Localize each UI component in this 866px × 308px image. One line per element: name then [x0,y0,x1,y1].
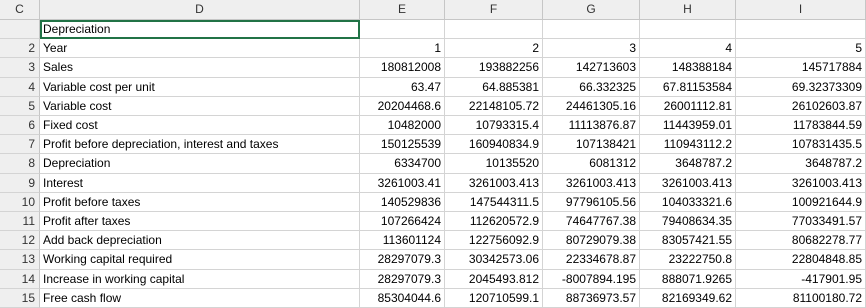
value-cell[interactable]: 6334700 [360,154,445,173]
value-cell[interactable]: 80682278.77 [736,231,866,250]
row-label[interactable]: Working capital required [40,250,360,269]
value-cell[interactable]: 888071.9265 [640,270,736,289]
row-label[interactable]: Sales [40,58,360,77]
value-cell[interactable]: 82169349.62 [640,289,736,308]
row-number[interactable]: 14 [0,270,40,289]
value-cell[interactable]: 122756092.9 [445,231,543,250]
row-label[interactable]: Profit before depreciation, interest and taxes [40,135,360,154]
value-cell[interactable]: 69.32373309 [736,78,866,97]
value-cell[interactable]: 28297079.3 [360,270,445,289]
value-cell[interactable]: 3648787.2 [736,154,866,173]
row-label[interactable]: Interest [40,174,360,193]
value-cell[interactable]: 107831435.5 [736,135,866,154]
row-label[interactable]: Variable cost [40,97,360,116]
value-cell[interactable]: 64.885381 [445,78,543,97]
value-cell[interactable]: 23222750.8 [640,250,736,269]
row-number[interactable]: 6 [0,116,40,135]
value-cell[interactable]: -417901.95 [736,270,866,289]
row-number[interactable] [0,20,40,39]
empty-cell[interactable] [360,20,445,39]
row-number[interactable]: 4 [0,78,40,97]
value-cell[interactable]: 11783844.59 [736,116,866,135]
value-cell[interactable]: 148388184 [640,58,736,77]
value-cell[interactable]: 112620572.9 [445,212,543,231]
value-cell[interactable]: 3261003.413 [445,174,543,193]
value-cell[interactable]: 4 [640,39,736,58]
value-cell[interactable]: 104033321.6 [640,193,736,212]
column-header-f[interactable]: F [445,0,543,20]
value-cell[interactable]: 10482000 [360,116,445,135]
value-cell[interactable]: 24461305.16 [543,97,640,116]
empty-cell[interactable] [543,20,640,39]
row-number[interactable]: 3 [0,58,40,77]
value-cell[interactable]: 113601124 [360,231,445,250]
value-cell[interactable]: 142713603 [543,58,640,77]
value-cell[interactable]: 11113876.87 [543,116,640,135]
column-header-g[interactable]: G [543,0,640,20]
value-cell[interactable]: 140529836 [360,193,445,212]
value-cell[interactable]: 147544311.5 [445,193,543,212]
value-cell[interactable]: 79408634.35 [640,212,736,231]
value-cell[interactable]: 20204468.6 [360,97,445,116]
row-number[interactable]: 13 [0,250,40,269]
value-cell[interactable]: 1 [360,39,445,58]
value-cell[interactable]: 26102603.87 [736,97,866,116]
row-number[interactable]: 12 [0,231,40,250]
value-cell[interactable]: 11443959.01 [640,116,736,135]
row-label[interactable]: Increase in working capital [40,270,360,289]
row-label[interactable]: Depreciation [40,154,360,173]
value-cell[interactable]: 107266424 [360,212,445,231]
column-header-d[interactable]: D [40,0,360,20]
value-cell[interactable]: 77033491.57 [736,212,866,231]
value-cell[interactable]: 26001112.81 [640,97,736,116]
value-cell[interactable]: 28297079.3 [360,250,445,269]
value-cell[interactable]: 110943112.2 [640,135,736,154]
value-cell[interactable]: 30342573.06 [445,250,543,269]
row-number[interactable]: 11 [0,212,40,231]
value-cell[interactable]: 3648787.2 [640,154,736,173]
row-label[interactable]: Profit after taxes [40,212,360,231]
value-cell[interactable]: 3261003.41 [360,174,445,193]
value-cell[interactable]: 22804848.85 [736,250,866,269]
value-cell[interactable]: 193882256 [445,58,543,77]
value-cell[interactable]: 88736973.57 [543,289,640,308]
row-label[interactable]: Year [40,39,360,58]
value-cell[interactable]: 5 [736,39,866,58]
value-cell[interactable]: 10793315.4 [445,116,543,135]
value-cell[interactable]: 2 [445,39,543,58]
value-cell[interactable]: 145717884 [736,58,866,77]
row-label[interactable]: Profit before taxes [40,193,360,212]
value-cell[interactable]: 100921644.9 [736,193,866,212]
column-header-e[interactable]: E [360,0,445,20]
empty-cell[interactable] [736,20,866,39]
value-cell[interactable]: 63.47 [360,78,445,97]
value-cell[interactable]: 120710599.1 [445,289,543,308]
value-cell[interactable]: 83057421.55 [640,231,736,250]
value-cell[interactable]: 74647767.38 [543,212,640,231]
column-header-h[interactable]: H [640,0,736,20]
column-header-c[interactable]: C [0,0,40,20]
value-cell[interactable]: 150125539 [360,135,445,154]
row-label[interactable]: Variable cost per unit [40,78,360,97]
value-cell[interactable]: 22148105.72 [445,97,543,116]
row-number[interactable]: 7 [0,135,40,154]
row-label[interactable]: Free cash flow [40,289,360,308]
value-cell[interactable]: 160940834.9 [445,135,543,154]
value-cell[interactable]: 107138421 [543,135,640,154]
value-cell[interactable]: 3261003.413 [543,174,640,193]
row-number[interactable]: 9 [0,174,40,193]
row-label[interactable]: Add back depreciation [40,231,360,250]
value-cell[interactable]: 85304044.6 [360,289,445,308]
value-cell[interactable]: 6081312 [543,154,640,173]
value-cell[interactable]: 3261003.413 [736,174,866,193]
value-cell[interactable]: 97796105.56 [543,193,640,212]
value-cell[interactable]: 10135520 [445,154,543,173]
empty-cell[interactable] [640,20,736,39]
row-number[interactable]: 5 [0,97,40,116]
empty-cell[interactable] [445,20,543,39]
row-number[interactable]: 2 [0,39,40,58]
section-title[interactable]: Depreciation [40,20,360,39]
value-cell[interactable]: 22334678.87 [543,250,640,269]
value-cell[interactable]: 81100180.72 [736,289,866,308]
row-number[interactable]: 8 [0,154,40,173]
value-cell[interactable]: 67.81153584 [640,78,736,97]
value-cell[interactable]: 2045493.812 [445,270,543,289]
value-cell[interactable]: 3 [543,39,640,58]
row-number[interactable]: 15 [0,289,40,308]
row-number[interactable]: 10 [0,193,40,212]
value-cell[interactable]: 180812008 [360,58,445,77]
value-cell[interactable]: 3261003.413 [640,174,736,193]
column-header-i[interactable]: I [736,0,866,20]
value-cell[interactable]: -8007894.195 [543,270,640,289]
value-cell[interactable]: 80729079.38 [543,231,640,250]
row-label[interactable]: Fixed cost [40,116,360,135]
value-cell[interactable]: 66.332325 [543,78,640,97]
